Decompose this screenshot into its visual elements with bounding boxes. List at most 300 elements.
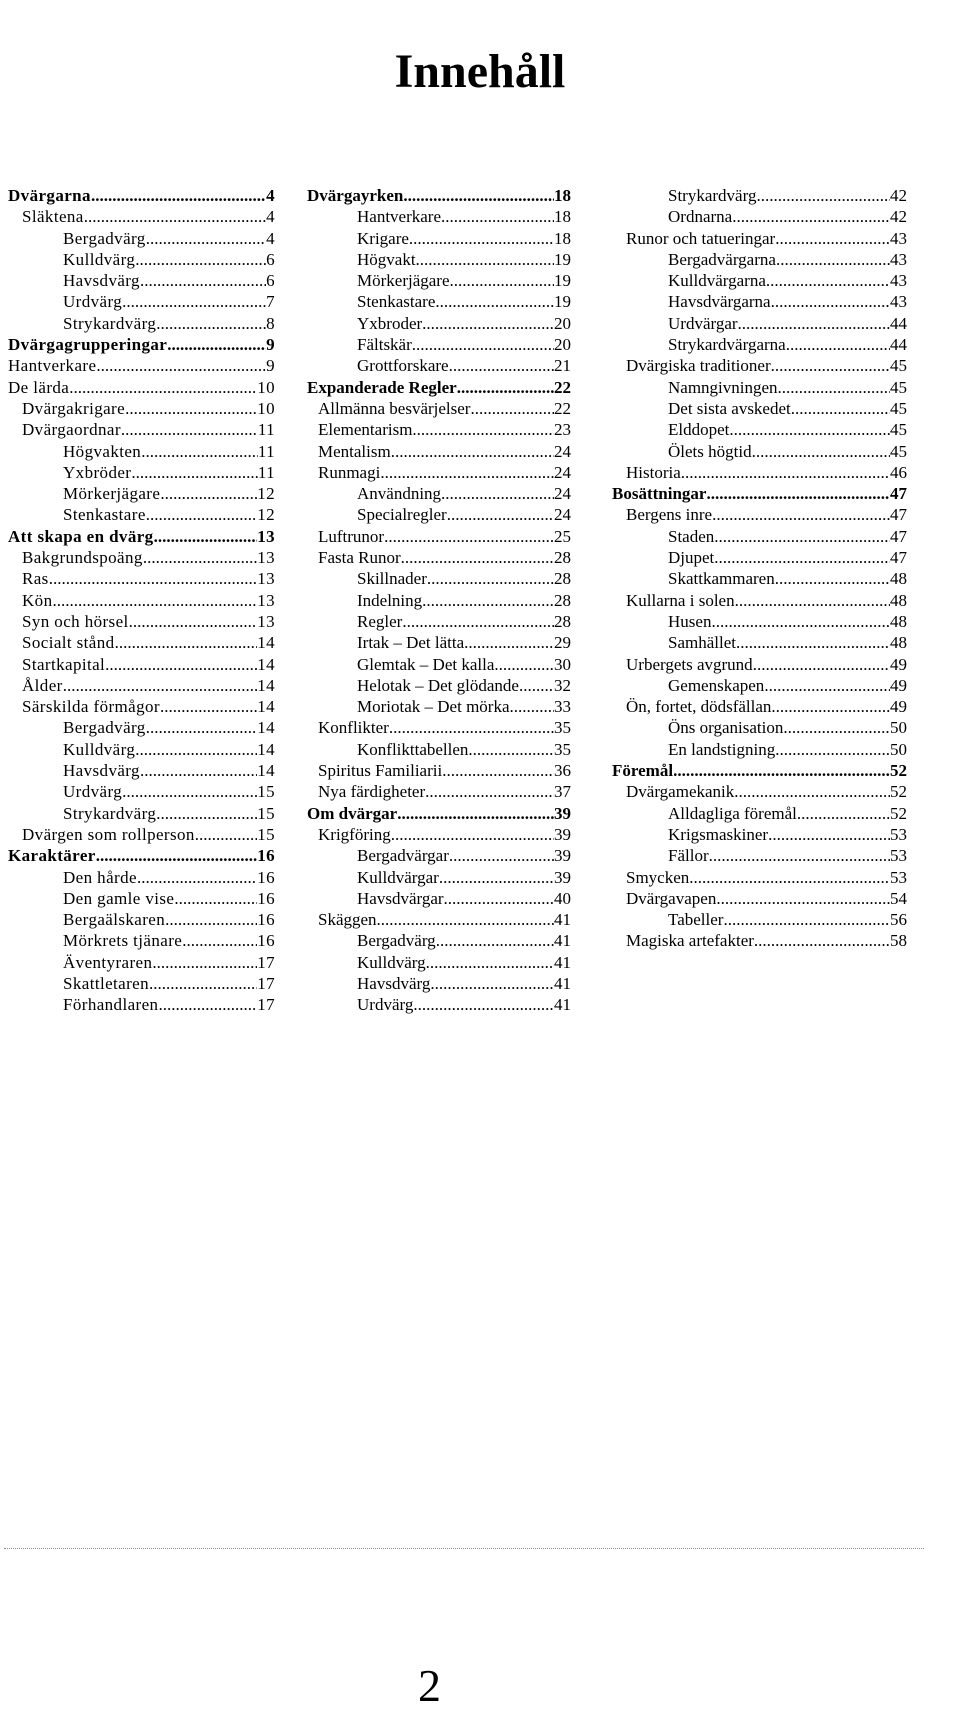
toc-dot-leader xyxy=(96,845,257,866)
toc-entry-page-number: 54 xyxy=(890,888,907,908)
toc-column-right xyxy=(612,185,907,952)
toc-entry-title: Runmagi xyxy=(318,462,381,482)
toc-entry-title: Den hårde xyxy=(63,867,137,887)
toc-entry-page-number: 29 xyxy=(554,633,571,653)
toc-entry-title: Dvärgarna xyxy=(8,186,91,205)
toc-dot-leader xyxy=(786,334,890,355)
toc-entry xyxy=(612,611,907,632)
toc-entry xyxy=(8,803,275,824)
toc-entry-page-number: 11 xyxy=(257,462,275,482)
toc-entry xyxy=(8,355,275,376)
toc-entry xyxy=(307,845,571,866)
toc-dot-leader xyxy=(426,952,554,973)
toc-entry-title: Att skapa en dvärg xyxy=(8,526,154,546)
toc-entry xyxy=(307,717,571,738)
toc-entry-page-number: 52 xyxy=(890,803,907,823)
toc-dot-leader xyxy=(377,909,554,930)
toc-entry-page-number: 43 xyxy=(890,249,907,269)
toc-dot-leader xyxy=(122,291,266,312)
toc-entry-page-number: 50 xyxy=(890,739,907,759)
toc-entry-page-number: 22 xyxy=(554,377,571,397)
toc-entry xyxy=(8,973,275,994)
toc-entry-title: Mörkerjägare xyxy=(63,484,161,504)
toc-dot-leader xyxy=(775,228,890,249)
toc-entry xyxy=(612,398,907,419)
toc-entry-page-number: 49 xyxy=(890,654,907,674)
toc-entry-title: Husen xyxy=(668,611,712,631)
toc-entry-page-number: 12 xyxy=(257,484,275,504)
toc-entry-title: Bergens inre xyxy=(626,505,713,525)
toc-dot-leader xyxy=(716,888,890,909)
toc-entry-title: Bakgrundspoäng xyxy=(22,548,143,568)
toc-entry-page-number: 48 xyxy=(890,633,907,653)
toc-entry-page-number: 13 xyxy=(257,569,275,589)
toc-entry-page-number: 18 xyxy=(554,207,571,227)
toc-entry-title: Ålder xyxy=(22,675,63,695)
toc-entry-page-number: 49 xyxy=(890,675,907,695)
toc-entry xyxy=(8,590,275,611)
toc-dot-leader xyxy=(425,781,554,802)
toc-entry-page-number: 30 xyxy=(554,654,571,674)
toc-entry xyxy=(612,632,907,653)
toc-entry xyxy=(612,930,907,951)
toc-entry-page-number: 21 xyxy=(554,356,571,376)
toc-dot-leader xyxy=(391,441,554,462)
toc-entry xyxy=(307,781,571,802)
toc-entry xyxy=(8,781,275,802)
toc-entry xyxy=(612,717,907,738)
toc-entry-page-number: 28 xyxy=(554,590,571,610)
toc-dot-leader xyxy=(442,760,554,781)
toc-dot-leader xyxy=(778,377,890,398)
toc-dot-leader xyxy=(430,973,554,994)
toc-entry-title: Om dvärgar xyxy=(307,803,398,823)
toc-entry-page-number: 45 xyxy=(890,441,907,461)
toc-entry-page-number: 42 xyxy=(890,186,907,205)
toc-entry-title: Havsdvärg xyxy=(357,973,431,993)
toc-entry xyxy=(612,185,907,206)
toc-entry xyxy=(8,483,275,504)
toc-entry-title: Kulldvärgarna xyxy=(668,271,766,291)
toc-entry-page-number: 33 xyxy=(554,697,571,717)
toc-dot-leader xyxy=(422,590,554,611)
toc-dot-leader xyxy=(681,462,890,483)
toc-entry-title: Bergadvärg xyxy=(63,228,146,248)
toc-entry xyxy=(612,739,907,760)
toc-entry xyxy=(612,249,907,270)
toc-entry-page-number: 47 xyxy=(890,548,907,568)
toc-entry-page-number: 43 xyxy=(890,292,907,312)
toc-entry-title: Urdvärg xyxy=(63,292,123,312)
toc-entry xyxy=(612,526,907,547)
toc-entry xyxy=(307,462,571,483)
toc-dot-leader xyxy=(764,675,890,696)
toc-dot-leader xyxy=(447,504,554,525)
toc-entry xyxy=(307,228,571,249)
toc-entry-page-number: 17 xyxy=(257,973,275,993)
toc-dot-leader xyxy=(712,504,890,525)
toc-entry xyxy=(307,909,571,930)
toc-entry-page-number: 13 xyxy=(257,611,275,631)
toc-section-heading xyxy=(307,377,571,398)
toc-entry-title: Dvärgen som rollperson xyxy=(22,824,195,844)
toc-section-heading xyxy=(8,526,275,547)
toc-dot-leader xyxy=(723,909,890,930)
toc-dot-leader xyxy=(775,739,890,760)
toc-entry-title: Bosättningar xyxy=(612,484,707,504)
toc-entry-title: Föremål xyxy=(612,761,674,781)
toc-entry-title: Skäggen xyxy=(318,910,377,930)
toc-entry-page-number: 45 xyxy=(890,377,907,397)
page-number: 2 xyxy=(418,1660,441,1711)
toc-entry-title: Indelning xyxy=(357,590,423,610)
toc-section-heading xyxy=(612,483,907,504)
toc-entry xyxy=(612,355,907,376)
toc-dot-leader xyxy=(122,781,257,802)
toc-dot-leader xyxy=(449,845,554,866)
toc-entry-title: Fasta Runor xyxy=(318,548,401,568)
toc-entry-page-number: 9 xyxy=(266,335,275,355)
toc-entry-title: Högvakten xyxy=(63,441,142,461)
toc-entry xyxy=(612,909,907,930)
toc-entry-page-number: 53 xyxy=(890,846,907,866)
toc-entry-title: Kullarna i solen xyxy=(626,590,735,610)
toc-dot-leader xyxy=(457,377,554,398)
toc-entry-page-number: 47 xyxy=(890,484,907,504)
toc-entry-page-number: 14 xyxy=(257,697,275,717)
toc-entry-page-number: 47 xyxy=(890,526,907,546)
toc-dot-leader xyxy=(105,654,257,675)
toc-entry-page-number: 16 xyxy=(257,846,275,866)
toc-dot-leader xyxy=(195,824,257,845)
toc-dot-leader xyxy=(776,249,890,270)
toc-entry-page-number: 44 xyxy=(890,313,907,333)
toc-entry xyxy=(307,867,571,888)
toc-dot-leader xyxy=(766,270,890,291)
toc-entry-title: Spiritus Familiarii xyxy=(318,761,443,781)
toc-entry xyxy=(612,377,907,398)
toc-entry xyxy=(307,590,571,611)
toc-entry-page-number: 39 xyxy=(554,803,571,823)
toc-dot-leader xyxy=(754,930,890,951)
toc-dot-leader xyxy=(49,568,257,589)
toc-entry xyxy=(8,547,275,568)
toc-entry-title: Högvakt xyxy=(357,249,416,269)
toc-entry-page-number: 14 xyxy=(257,718,275,738)
toc-dot-leader xyxy=(714,526,890,547)
toc-entry-title: Kulldvärg xyxy=(63,249,136,269)
toc-entry xyxy=(612,462,907,483)
toc-section-heading xyxy=(8,185,275,206)
toc-entry xyxy=(8,696,275,717)
toc-entry-title: Havsdvärg xyxy=(63,271,140,291)
toc-entry-page-number: 23 xyxy=(554,420,571,440)
toc-entry-page-number: 49 xyxy=(890,697,907,717)
toc-entry-page-number: 45 xyxy=(890,420,907,440)
toc-entry-title: Glemtak – Det kalla xyxy=(357,654,495,674)
toc-dot-leader xyxy=(380,462,554,483)
toc-entry-title: De lärda xyxy=(8,377,70,397)
toc-entry-title: Kulldvärgar xyxy=(357,867,439,887)
toc-column-middle xyxy=(307,185,571,1016)
toc-entry-title: Urdvärg xyxy=(63,782,123,802)
toc-entry-page-number: 28 xyxy=(554,548,571,568)
toc-dot-leader xyxy=(146,228,266,249)
toc-dot-leader xyxy=(427,568,554,589)
toc-dot-leader xyxy=(449,355,554,376)
toc-entry xyxy=(307,994,571,1015)
toc-dot-leader xyxy=(673,760,890,781)
toc-entry-title: Grottforskare xyxy=(357,356,449,376)
toc-entry xyxy=(612,590,907,611)
toc-entry-title: Karaktärer xyxy=(8,846,96,866)
toc-dot-leader xyxy=(435,291,554,312)
toc-entry xyxy=(8,888,275,909)
toc-entry xyxy=(612,824,907,845)
toc-dot-leader xyxy=(689,867,890,888)
toc-dot-leader xyxy=(402,611,554,632)
toc-entry-page-number: 13 xyxy=(257,590,275,610)
toc-entry-page-number: 12 xyxy=(257,505,275,525)
toc-dot-leader xyxy=(141,441,258,462)
toc-dot-leader xyxy=(389,717,554,738)
toc-entry xyxy=(307,441,571,462)
toc-entry-page-number: 13 xyxy=(257,548,275,568)
toc-dot-leader xyxy=(729,419,890,440)
toc-dot-leader xyxy=(709,845,890,866)
toc-dot-leader xyxy=(771,355,890,376)
toc-entry-title: Bergadvärg xyxy=(357,931,436,951)
toc-dot-leader xyxy=(91,185,266,206)
toc-dot-leader xyxy=(63,675,257,696)
toc-entry-title: Urdvärgar xyxy=(668,313,738,333)
toc-entry-title: Urbergets avgrund xyxy=(626,654,753,674)
toc-entry-title: Historia xyxy=(626,462,681,482)
toc-dot-leader xyxy=(137,867,257,888)
toc-entry xyxy=(8,632,275,653)
toc-entry-title: Samhället xyxy=(668,633,736,653)
toc-entry-title: Skattkammaren xyxy=(668,569,775,589)
toc-dot-leader xyxy=(165,909,257,930)
toc-entry-title: Yxbroder xyxy=(357,313,423,333)
toc-entry-page-number: 50 xyxy=(890,718,907,738)
toc-dot-leader xyxy=(732,206,890,227)
toc-entry-title: Öns organisation xyxy=(668,718,784,738)
toc-dot-leader xyxy=(158,994,257,1015)
toc-entry-title: Krigföring xyxy=(318,824,391,844)
toc-section-heading xyxy=(8,334,275,355)
toc-entry xyxy=(612,206,907,227)
toc-entry-title: Havsdvärgarna xyxy=(668,292,771,312)
toc-entry-page-number: 15 xyxy=(257,803,275,823)
toc-entry-page-number: 18 xyxy=(554,228,571,248)
toc-entry-page-number: 41 xyxy=(554,973,571,993)
footer-dotted-rule xyxy=(4,1548,924,1549)
toc-entry-page-number: 11 xyxy=(257,420,275,440)
toc-entry xyxy=(307,760,571,781)
toc-entry xyxy=(612,441,907,462)
toc-entry-page-number: 20 xyxy=(554,335,571,355)
toc-entry-page-number: 56 xyxy=(890,910,907,930)
toc-entry-title: Mentalism xyxy=(318,441,391,461)
toc-entry-title: Förhandlaren xyxy=(63,995,159,1015)
toc-entry-title: Det sista avskedet xyxy=(668,398,791,418)
toc-entry-title: Dvärgamekanik xyxy=(626,782,735,802)
toc-entry-page-number: 39 xyxy=(554,867,571,887)
toc-entry xyxy=(307,888,571,909)
toc-entry xyxy=(8,313,275,334)
toc-entry xyxy=(612,334,907,355)
toc-entry-page-number: 43 xyxy=(890,228,907,248)
toc-entry xyxy=(307,291,571,312)
toc-entry-title: Ordnarna xyxy=(668,207,733,227)
toc-entry-title: Stenkastare xyxy=(357,292,436,312)
toc-entry-page-number: 40 xyxy=(554,888,571,908)
toc-entry-title: Smycken xyxy=(626,867,690,887)
toc-entry xyxy=(8,717,275,738)
toc-entry-page-number: 20 xyxy=(554,313,571,333)
toc-entry-page-number: 14 xyxy=(257,654,275,674)
toc-entry-title: Syn och hörsel xyxy=(22,611,129,631)
toc-dot-leader xyxy=(791,398,890,419)
toc-entry-page-number: 44 xyxy=(890,335,907,355)
toc-dot-leader xyxy=(160,696,257,717)
toc-dot-leader xyxy=(753,654,890,675)
toc-dot-leader xyxy=(174,888,257,909)
toc-entry-title: Särskilda förmågor xyxy=(22,697,160,717)
toc-dot-leader xyxy=(756,185,890,206)
toc-dot-leader xyxy=(768,824,890,845)
toc-entry-title: Skillnader xyxy=(357,569,427,589)
toc-entry-title: Bergadvärg xyxy=(63,718,146,738)
toc-entry xyxy=(612,313,907,334)
toc-entry xyxy=(612,675,907,696)
toc-entry xyxy=(8,824,275,845)
toc-entry xyxy=(8,760,275,781)
toc-dot-leader xyxy=(510,696,555,717)
toc-entry-page-number: 4 xyxy=(266,186,275,205)
toc-dot-leader xyxy=(131,462,257,483)
toc-entry xyxy=(8,441,275,462)
toc-entry xyxy=(307,313,571,334)
toc-entry xyxy=(612,696,907,717)
toc-entry-title: Kulldvärg xyxy=(357,952,426,972)
toc-entry-title: Skattletaren xyxy=(63,973,149,993)
toc-entry xyxy=(8,270,275,291)
toc-entry xyxy=(8,228,275,249)
toc-dot-leader xyxy=(470,398,554,419)
toc-entry-title: Hantverkare xyxy=(8,356,97,376)
toc-entry-page-number: 17 xyxy=(257,995,275,1015)
toc-entry xyxy=(307,632,571,653)
toc-entry xyxy=(612,419,907,440)
toc-dot-leader xyxy=(735,590,890,611)
toc-entry xyxy=(8,206,275,227)
toc-dot-leader xyxy=(436,930,554,951)
toc-entry-title: Kulldvärg xyxy=(63,739,136,759)
toc-entry xyxy=(307,675,571,696)
toc-entry-page-number: 15 xyxy=(257,824,275,844)
toc-entry-title: Regler xyxy=(357,611,403,631)
toc-dot-leader xyxy=(115,632,258,653)
toc-entry-page-number: 52 xyxy=(890,782,907,802)
toc-entry xyxy=(307,568,571,589)
toc-entry-title: Tabeller xyxy=(668,910,724,930)
toc-entry-title: Nya färdigheter xyxy=(318,782,426,802)
toc-dot-leader xyxy=(519,675,554,696)
toc-dot-leader xyxy=(711,611,890,632)
toc-entry-title: Gemenskapen xyxy=(668,675,765,695)
toc-entry xyxy=(612,228,907,249)
toc-dot-leader xyxy=(416,249,554,270)
toc-dot-leader xyxy=(149,973,257,994)
toc-entry-page-number: 24 xyxy=(554,441,571,461)
toc-entry-page-number: 11 xyxy=(257,441,275,461)
toc-entry-page-number: 46 xyxy=(890,462,907,482)
toc-entry xyxy=(612,568,907,589)
toc-dot-leader xyxy=(450,270,554,291)
toc-entry-page-number: 47 xyxy=(890,505,907,525)
toc-entry xyxy=(8,867,275,888)
toc-entry-title: Ras xyxy=(22,569,49,589)
toc-entry-title: Hantverkare xyxy=(357,207,442,227)
toc-dot-leader xyxy=(422,313,554,334)
toc-entry-page-number: 48 xyxy=(890,611,907,631)
toc-entry xyxy=(307,611,571,632)
toc-entry-page-number: 13 xyxy=(257,526,275,546)
toc-dot-leader xyxy=(140,270,266,291)
toc-entry xyxy=(307,249,571,270)
toc-entry-title: Krigsmaskiner xyxy=(668,824,769,844)
toc-entry-page-number: 37 xyxy=(554,782,571,802)
toc-entry-title: Användning xyxy=(357,484,442,504)
toc-dot-leader xyxy=(391,824,554,845)
toc-entry xyxy=(612,504,907,525)
toc-entry xyxy=(307,930,571,951)
toc-entry-title: Stenkastare xyxy=(63,505,146,525)
toc-entry xyxy=(307,334,571,355)
toc-entry-page-number: 35 xyxy=(554,718,571,738)
toc-entry xyxy=(8,568,275,589)
toc-entry xyxy=(612,270,907,291)
toc-entry-title: Bergadvärgar xyxy=(357,846,449,866)
toc-entry-page-number: 19 xyxy=(554,249,571,269)
toc-entry-page-number: 43 xyxy=(890,271,907,291)
toc-entry-title: Dvärgayrken xyxy=(307,186,404,205)
toc-dot-leader xyxy=(797,803,890,824)
toc-entry xyxy=(8,739,275,760)
toc-entry xyxy=(8,930,275,951)
toc-entry-page-number: 53 xyxy=(890,824,907,844)
toc-dot-leader xyxy=(52,590,257,611)
toc-entry-title: Djupet xyxy=(668,548,715,568)
toc-entry xyxy=(307,483,571,504)
toc-entry xyxy=(8,675,275,696)
toc-entry-title: Strykardvärg xyxy=(668,186,757,205)
toc-entry-title: Helotak – Det glödande xyxy=(357,675,519,695)
toc-dot-leader xyxy=(156,313,266,334)
toc-dot-leader xyxy=(783,717,890,738)
toc-entry-title: Äventyraren xyxy=(63,952,153,972)
toc-entry-page-number: 8 xyxy=(266,313,275,333)
toc-entry-page-number: 39 xyxy=(554,824,571,844)
toc-entry-page-number: 35 xyxy=(554,739,571,759)
toc-dot-leader xyxy=(135,249,266,270)
toc-entry-title: Mörkerjägare xyxy=(357,271,450,291)
toc-entry-page-number: 16 xyxy=(257,931,275,951)
toc-entry-page-number: 41 xyxy=(554,931,571,951)
toc-entry-page-number: 9 xyxy=(266,356,275,376)
